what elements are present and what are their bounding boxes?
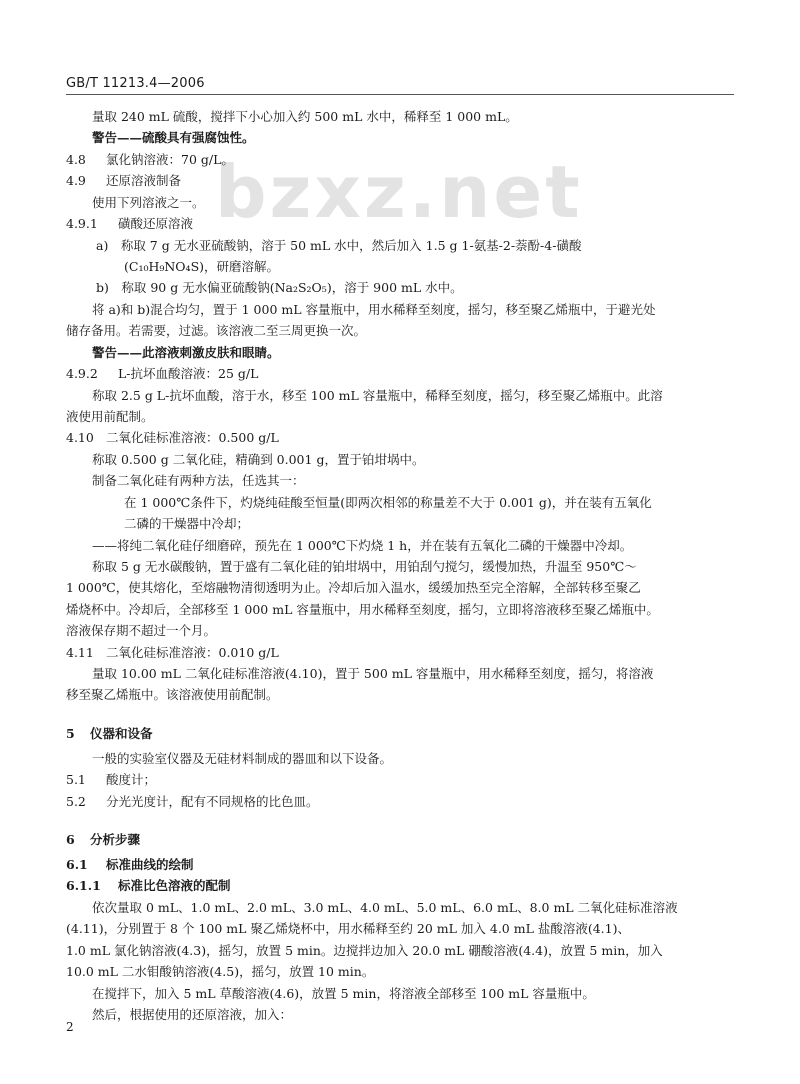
- line-text: 量取 10.00 mL 二氧化硅标准溶液(4.10)，置于 500 mL 容量瓶中，用水稀释至刻度，摇匀，将溶液: [92, 666, 654, 681]
- text-line: [92, 472, 305, 490]
- page-number: 2: [66, 1020, 74, 1034]
- section-number: 6: [66, 832, 75, 847]
- section-number: 6.1: [66, 857, 88, 872]
- line-text: 标准比色溶液的配制: [118, 878, 231, 893]
- line-text: 二氧化硅标准溶液：0.010 g/L: [106, 645, 279, 660]
- section-number: 4.8: [66, 152, 86, 167]
- section-number: 4.10: [66, 430, 94, 445]
- text-line: [66, 920, 630, 938]
- line-text: (C₁₀H₉NO₄S)，研磨溶解。: [124, 259, 280, 274]
- section-number: 4.11: [66, 645, 94, 660]
- line-text: ——将纯二氧化硅仔细磨碎，预先在 1 000℃下灼烧 1 h，并在装有五氧化二磷的干燥器中冷却。: [92, 538, 633, 553]
- line-text: 将 a)和 b)混合均匀，置于 1 000 mL 容量瓶中，用水稀释至刻度，摇匀，移至聚乙烯瓶中，于避光处: [92, 302, 656, 317]
- line-text: 10.0 mL 二水钼酸钠溶液(4.5)，摇匀，放置 10 min。: [66, 964, 375, 979]
- line-text: 依次量取 0 mL、1.0 mL、2.0 mL、3.0 mL、4.0 mL、5.0 mL、6.0 mL、8.0 mL 二氧化硅标准溶液: [92, 900, 678, 915]
- line-text: 量取 240 mL 硫酸，搅拌下小心加入约 500 mL 水中，稀释至 1 000 mL。: [92, 109, 518, 124]
- text-line: [92, 108, 518, 126]
- line-text: 1.0 mL 氯化钠溶液(4.3)，摇匀，放置 5 min。边搅拌边加入 20.0 mL 硼酸溶液(4.4)，放置 5 min，加入: [66, 943, 663, 958]
- text-line: [92, 665, 653, 683]
- line-text: 分析步骤: [90, 832, 141, 847]
- section-line: [66, 215, 193, 233]
- line-text: 使用下列溶液之一。: [92, 195, 205, 210]
- text-line: [124, 494, 652, 512]
- section-line: [66, 831, 140, 849]
- line-text: 烯烧杯中。冷却后，全部移至 1 000 mL 容量瓶中，用水稀释至刻度，摇匀，立即将溶液移至聚乙烯瓶中。: [66, 602, 659, 617]
- text-line: [92, 1006, 292, 1024]
- text-line: [124, 515, 249, 533]
- line-text: 然后，根据使用的还原溶液，加入：: [92, 1007, 293, 1022]
- line-text: 警告——硫酸具有强腐蚀性。: [92, 130, 255, 145]
- text-line: [66, 686, 279, 704]
- line-text: 称取 2.5 g L-抗坏血酸，溶于水，移至 100 mL 容量瓶中，稀释至刻度，摇匀，移至聚乙烯瓶中。此溶: [92, 388, 663, 403]
- section-number: 4.9.1: [66, 216, 98, 231]
- line-text: 液使用前配制。: [66, 409, 154, 424]
- text-line: [92, 344, 280, 362]
- text-line: [92, 387, 663, 405]
- standard-header: GB/T 11213.4—2006: [66, 76, 205, 91]
- text-line: [66, 942, 663, 960]
- watermark: bzxz.net: [215, 150, 583, 234]
- text-line: [96, 237, 581, 255]
- line-text: a) 称取 7 g 无水亚硫酸钠，溶于 50 mL 水中，然后加入 1.5 g 1-氨基-2-萘酚-4-磺酸: [96, 238, 582, 253]
- line-text: 分光光度计，配有不同规格的比色皿。: [106, 794, 319, 809]
- line-text: 储存备用。若需要，过滤。该溶液二至三周更换一次。: [66, 323, 367, 338]
- line-text: L-抗坏血酸溶液：25 g/L: [118, 366, 259, 381]
- section-line: [66, 725, 153, 743]
- section-line: [66, 644, 279, 662]
- line-text: 警告——此溶液刺激皮肤和眼睛。: [92, 345, 280, 360]
- text-line: [96, 279, 463, 297]
- line-text: 称取 0.500 g 二氧化硅，精确到 0.001 g，置于铂坩埚中。: [92, 452, 425, 467]
- line-text: 还原溶液制备: [106, 173, 182, 188]
- line-text: 溶液保存期不超过一个月。: [66, 623, 217, 638]
- section-line: [66, 172, 181, 190]
- line-text: b) 称取 90 g 无水偏亚硫酸钠(Na₂S₂O₅)，溶于 900 mL 水中。: [96, 280, 463, 295]
- section-number: 5: [66, 726, 75, 741]
- text-line: [92, 451, 424, 469]
- section-line: [66, 877, 231, 895]
- line-text: 酸度计；: [106, 772, 157, 787]
- line-text: 磺酸还原溶液: [118, 216, 194, 231]
- section-line: [66, 151, 234, 169]
- text-line: [124, 258, 279, 276]
- section-number: 5.2: [66, 794, 86, 809]
- line-text: 在搅拌下，加入 5 mL 草酸溶液(4.6)，放置 5 min，将溶液全部移至 100 mL 容量瓶中。: [92, 986, 595, 1001]
- text-line: [92, 537, 632, 555]
- text-line: [92, 558, 637, 576]
- text-line: [66, 601, 659, 619]
- section-number: 5.1: [66, 772, 86, 787]
- text-line: [66, 408, 154, 426]
- section-line: [66, 771, 156, 789]
- line-text: 在 1 000℃条件下，灼烧纯硅酸至恒量(即两次相邻的称量差不大于 0.001 g)，并在装有五氧化: [124, 495, 652, 510]
- line-text: 标准曲线的绘制: [106, 857, 194, 872]
- line-text: 1 000℃，使其熔化，至熔融物清彻透明为止。冷却后加入温水，缓缓加热至完全溶解，全部转移至聚乙: [66, 580, 641, 595]
- line-text: 二磷的干燥器中冷却；: [124, 516, 250, 531]
- text-line: [92, 129, 255, 147]
- header-rule: [66, 94, 734, 95]
- text-line: [66, 622, 216, 640]
- text-line: [66, 579, 641, 597]
- section-number: 4.9: [66, 173, 86, 188]
- text-line: [92, 750, 392, 768]
- text-line: [66, 963, 374, 981]
- text-line: [92, 899, 678, 917]
- section-line: [66, 793, 319, 811]
- text-line: [92, 985, 595, 1003]
- text-line: [66, 322, 366, 340]
- text-line: [92, 301, 656, 319]
- section-line: [66, 856, 194, 874]
- section-number: 4.9.2: [66, 366, 98, 381]
- line-text: 仪器和设备: [90, 726, 153, 741]
- line-text: 一般的实验室仪器及无硅材料制成的器皿和以下设备。: [92, 751, 393, 766]
- line-text: 二氧化硅标准溶液：0.500 g/L: [106, 430, 279, 445]
- section-line: [66, 429, 279, 447]
- line-text: (4.11)，分别置于 8 个 100 mL 聚乙烯烧杯中，用水稀释至约 20 mL 加入 4.0 mL 盐酸溶液(4.1)、: [66, 921, 630, 936]
- line-text: 制备二氧化硅有两种方法，任选其一：: [92, 473, 305, 488]
- line-text: 氯化钠溶液：70 g/L。: [106, 152, 234, 167]
- section-line: [66, 365, 258, 383]
- line-text: 移至聚乙烯瓶中。该溶液使用前配制。: [66, 687, 279, 702]
- text-line: [92, 194, 205, 212]
- section-number: 6.1.1: [66, 878, 101, 893]
- line-text: 称取 5 g 无水碳酸钠，置于盛有二氧化硅的铂坩埚中，用铂刮勺搅匀，缓慢加热，升温至 950℃～: [92, 559, 637, 574]
